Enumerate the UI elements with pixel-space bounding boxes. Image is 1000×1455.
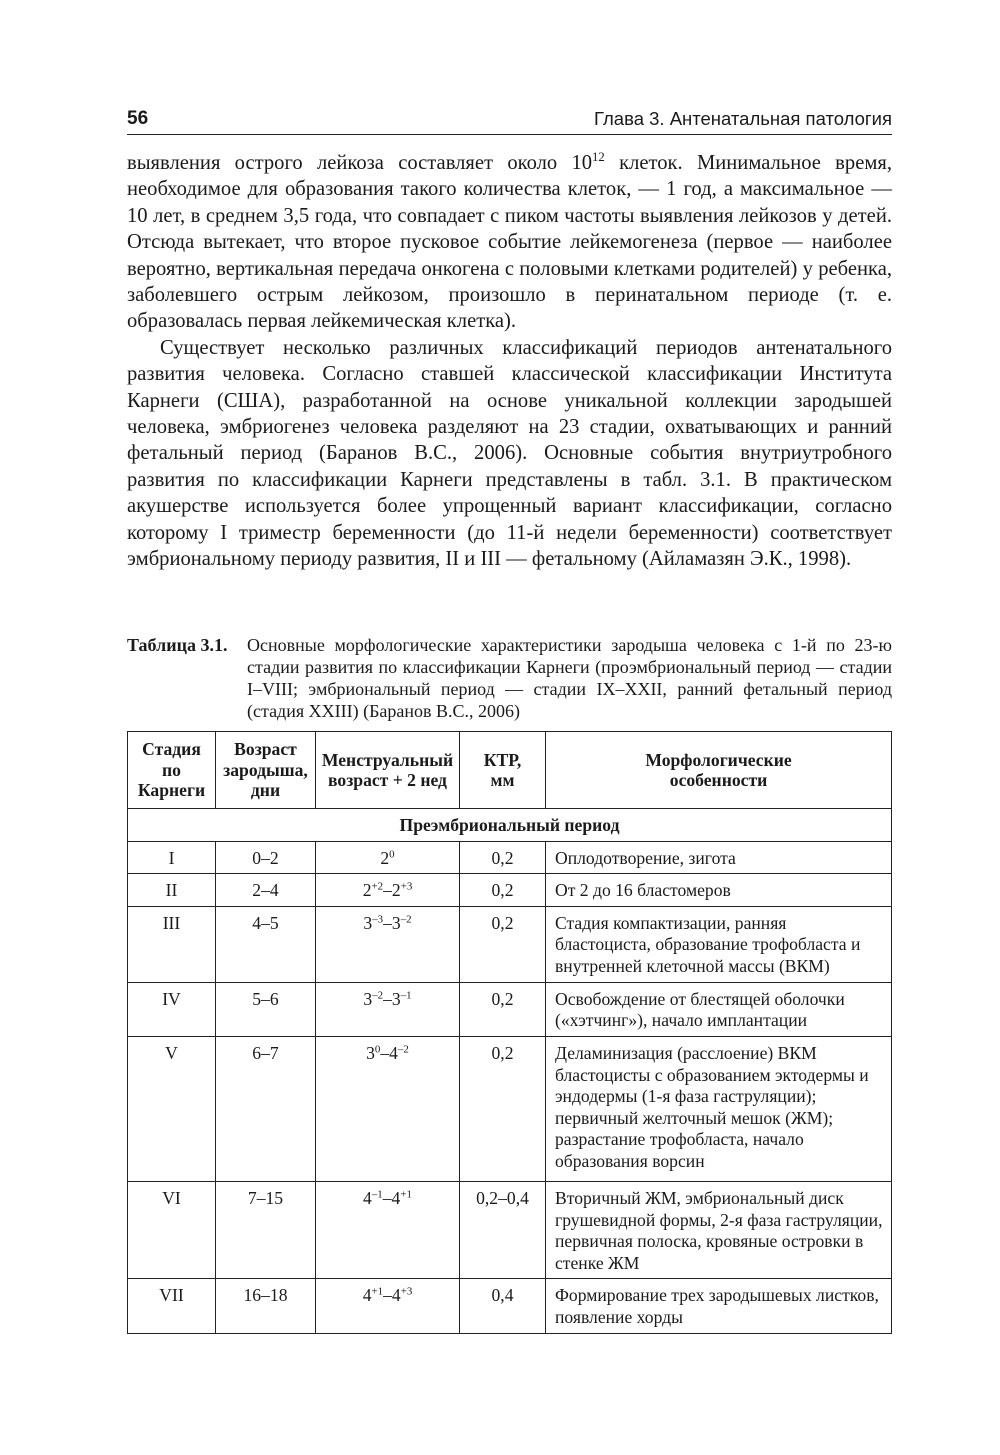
- header-menstrual-age: [316, 732, 460, 809]
- header-ktr-line: мм: [490, 770, 515, 790]
- menstrual-base-end: 4: [391, 1285, 401, 1306]
- menstrual-exp-start: –3: [372, 913, 384, 926]
- table-caption: [127, 634, 892, 722]
- cell-stage: VII: [128, 1279, 216, 1333]
- cell-stage: V: [128, 1036, 216, 1181]
- header-stage-line: по: [162, 759, 181, 780]
- menstrual-exp-end: +1: [400, 1188, 412, 1201]
- cell-ktr: 0,4: [460, 1279, 546, 1333]
- table-label: Таблица 3.1.: [127, 635, 228, 655]
- menstrual-base-end: 3: [391, 988, 401, 1009]
- cell-menstrual-age: [316, 874, 460, 907]
- cell-menstrual-age: [316, 841, 460, 874]
- menstrual-exp-end: –2: [400, 913, 412, 926]
- menstrual-range-dash: –: [383, 988, 392, 1009]
- menstrual-range-dash: –: [383, 912, 392, 933]
- cell-ktr: 0,2–0,4: [460, 1181, 546, 1278]
- menstrual-exp-start: +1: [371, 1285, 384, 1298]
- menstrual-base-end: 4: [391, 1187, 401, 1208]
- menstrual-base-end: 4: [389, 1042, 398, 1063]
- cell-age: 4–5: [216, 906, 316, 982]
- cell-menstrual-age: [316, 982, 460, 1036]
- table-row: [128, 906, 892, 982]
- menstrual-base-end: 2: [391, 880, 401, 901]
- header-age-line: зародыша,: [223, 759, 308, 780]
- menstrual-exp-start: 0: [389, 847, 395, 860]
- header-ktr-line: КТР,: [483, 749, 522, 770]
- table-row: [128, 1181, 892, 1278]
- cell-menstrual-age: [316, 906, 460, 982]
- menstrual-exp-end: –2: [397, 1043, 409, 1056]
- menstrual-range-dash: –: [380, 1042, 390, 1063]
- header-menstrual-line: Менструальный: [321, 749, 454, 770]
- paragraph-2: Существует несколько различных классификаций периодов антенатального развития человека. Согласно ставшей классической классификации Института Карнеги (США), разработанной на основе уникальной коллекции зародышей человека, эмбриогенез человека разделяют на 23 стадии, охватывающих и ранний фетальный период (Баранов В.С., 2006). Основные события внутриутробного развития по классификации Карнеги представлены в табл. 3.1. В практическом акушерстве используется более упрощенный вариант классификации, согласно которому I триместр беременности (до 11-й недели беременности) соответствует эмбриональному периоду развития, II и III — фетальному (Айламазян Э.К., 1998).: [127, 336, 892, 571]
- cell-morphology: Формирование трех зародышевых листков, появление хорды: [546, 1279, 892, 1333]
- cell-menstrual-age: [316, 1181, 460, 1278]
- header-menstrual-line: возраст + 2 нед: [328, 770, 447, 790]
- cell-stage: III: [128, 906, 216, 982]
- cell-morphology: Оплодотворение, зигота: [546, 841, 892, 874]
- cell-morphology: От 2 до 16 бластомеров: [546, 874, 892, 907]
- menstrual-exp-start: +2: [371, 880, 384, 893]
- page-number: 56: [127, 108, 149, 129]
- header-age-line: Возраст: [234, 739, 297, 760]
- running-header: [127, 108, 892, 135]
- paragraph-1-part-a: выявления острого лейкоза составляет около 10: [127, 152, 593, 174]
- header-stage: [128, 732, 216, 809]
- cell-stage: IV: [128, 982, 216, 1036]
- paragraph-1-part-b: клеток. Минимальное время, необходимое для образования такого количества клеток, — 1 год, а максимальное — 10 лет, в среднем 3,5 года, что совпадает с пиком частоты выявления лейкозов у детей. Отсюда вытекает, что второе пусковое событие лейкемогенеза (первое — наиболее вероятно, вертикальная передача онкогена с половыми клетками родителей) у ребенка, заболевшего острым лейкозом, произошло в перинатальном периоде (т. е. образовалась первая лейкемическая клетка).: [127, 152, 893, 333]
- header-stage-line: Стадия: [142, 739, 201, 760]
- cell-morphology: Деламинизация (расслоение) ВКМ бластоцисты с образованием эктодермы и эндодермы (1-я фаза гаструляции); первичный желточный мешок (ЖМ); разрастание трофобласта, начало образования ворсин: [546, 1036, 892, 1181]
- menstrual-base-start: 2: [362, 880, 372, 901]
- menstrual-base-start: 3: [363, 912, 373, 933]
- cell-ktr: 0,2: [460, 874, 546, 907]
- menstrual-base-start: 3: [366, 1042, 375, 1063]
- menstrual-exp-start: –1: [371, 1188, 383, 1201]
- section-row: [128, 809, 892, 842]
- header-age: [216, 732, 316, 809]
- menstrual-exp-end: +3: [400, 880, 413, 893]
- menstrual-exp-end: +3: [400, 1285, 413, 1298]
- cell-stage: VI: [128, 1181, 216, 1278]
- header-ktr: [460, 732, 546, 809]
- menstrual-exp-start: –2: [372, 989, 384, 1002]
- menstrual-base-end: 3: [391, 912, 401, 933]
- cell-menstrual-age: [316, 1279, 460, 1333]
- paragraph-1: [127, 150, 892, 335]
- cell-stage: II: [128, 874, 216, 907]
- cell-ktr: 0,2: [460, 982, 546, 1036]
- cell-ktr: 0,2: [460, 906, 546, 982]
- menstrual-base-start: 4: [363, 1187, 372, 1208]
- cell-menstrual-age: [316, 1036, 460, 1181]
- header-morphology-line: особенности: [669, 770, 768, 790]
- cell-morphology: Вторичный ЖМ, эмбриональный диск грушевидной формы, 2-я фаза гаструляции, первичная полоска, кровяные островки в стенке ЖМ: [546, 1181, 892, 1278]
- cell-age: 6–7: [216, 1036, 316, 1181]
- header-morphology-line: Морфологические: [645, 749, 792, 770]
- body-text: [127, 150, 892, 573]
- table-row: [128, 982, 892, 1036]
- cell-age: 5–6: [216, 982, 316, 1036]
- cell-age: 2–4: [216, 874, 316, 907]
- cell-ktr: 0,2: [460, 841, 546, 874]
- table-row: [128, 1036, 892, 1181]
- menstrual-base-start: 2: [380, 847, 390, 868]
- menstrual-range-dash: –: [382, 1187, 392, 1208]
- menstrual-base-start: 3: [363, 988, 373, 1009]
- menstrual-range-dash: –: [383, 880, 392, 901]
- cell-age: 7–15: [216, 1181, 316, 1278]
- table-row: [128, 841, 892, 874]
- table-header-row: [128, 732, 892, 809]
- cell-morphology: Освобождение от блестящей оболочки («хэтчинг»), начало имплантации: [546, 982, 892, 1036]
- table-caption-text: Основные морфологические характеристики зародыша человека с 1-й по 23-ю стадии развития по классификации Карнеги (проэмбриональный период — стадии I–VIII; эмбриональный период — стадии IX–XXII, ранний фетальный период (стадия XXIII) (Баранов В.С., 2006): [247, 635, 892, 721]
- table-row: [128, 874, 892, 907]
- menstrual-exp-end: –1: [400, 989, 412, 1002]
- menstrual-base-start: 4: [362, 1285, 372, 1306]
- cell-age: 16–18: [216, 1279, 316, 1333]
- cell-age: 0–2: [216, 841, 316, 874]
- exponent: 12: [592, 150, 605, 165]
- header-age-line: дни: [250, 780, 281, 801]
- header-morphology: [546, 732, 892, 809]
- cell-ktr: 0,2: [460, 1036, 546, 1181]
- section-title: Преэмбриональный период: [128, 809, 892, 842]
- cell-stage: I: [128, 841, 216, 874]
- chapter-title: Глава 3. Антенатальная патология: [594, 108, 892, 129]
- carnegie-stages-table: [127, 731, 892, 1334]
- header-stage-line: Карнеги: [137, 780, 206, 801]
- menstrual-exp-start: 0: [374, 1043, 381, 1056]
- menstrual-range-dash: –: [383, 1285, 392, 1306]
- cell-morphology: Стадия компактизации, ранняя бластоциста, образование трофобласта и внутренней клеточной массы (ВКМ): [546, 906, 892, 982]
- table-row: [128, 1279, 892, 1333]
